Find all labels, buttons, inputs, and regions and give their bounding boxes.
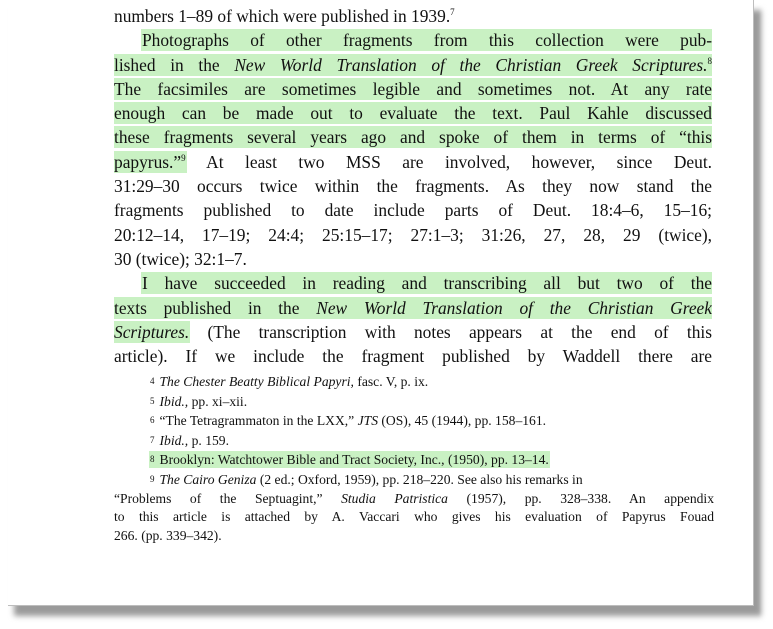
text-line xyxy=(114,150,712,174)
highlighted-text: these fragments several years ago and spoke of them in terms of “this xyxy=(114,127,712,148)
highlighted-text: Photographs of other fragments from this collection were pub- xyxy=(142,30,712,51)
text-line: 30 (twice); 32:1–7. xyxy=(114,248,247,269)
footnote-9 xyxy=(114,470,714,490)
text-line: fragments published to date include parts of Deut. 18:4–6, 15–16; xyxy=(114,200,712,221)
torn-edge xyxy=(759,0,773,629)
italic-title: The Cairo Geniza xyxy=(159,471,257,487)
text-span: pp. xi–xii. xyxy=(188,393,248,409)
text-line xyxy=(114,101,712,125)
text-line: 31:29–30 occurs twice within the fragments. As they now stand the xyxy=(114,176,712,197)
italic-title: Studia Patristica xyxy=(341,490,448,506)
text-line xyxy=(114,125,712,149)
highlighted-text: The facsimiles are sometimes legible and sometimes not. At any rate xyxy=(114,78,712,99)
text-span: At least two MSS are involved, however, since Deut. xyxy=(185,151,712,172)
text-line xyxy=(114,320,712,344)
text-span: (1957), pp. 328–338. An appendix xyxy=(447,490,714,506)
highlighted-text: I have succeeded in reading and transcribing all but two of the xyxy=(142,273,712,294)
text-span: (The transcription with notes appears at the end of this xyxy=(189,321,712,342)
text-span: papyrus.” xyxy=(114,151,182,172)
document-page xyxy=(8,0,754,606)
text-span: (2 ed.; Oxford, 1959), pp. 218–220. See also his remarks in xyxy=(256,471,583,487)
text-span: (OS), 45 (1944), pp. 158–161. xyxy=(378,413,547,429)
highlighted-text xyxy=(114,298,712,318)
text-line xyxy=(114,4,712,28)
footnote-5 xyxy=(114,392,714,412)
text-line xyxy=(114,53,712,77)
italic-title: Ibid., xyxy=(159,432,189,448)
italic-title: The Chester Beatty Biblical Papyri, xyxy=(159,374,354,389)
footnote-9-cont xyxy=(114,490,714,509)
footnote-7 xyxy=(114,431,714,451)
text-line xyxy=(114,77,712,101)
text-span: fasc. V, p. ix. xyxy=(353,374,429,389)
footnote-ref[interactable]: 7 xyxy=(450,7,455,17)
footnote-6 xyxy=(114,411,714,431)
highlighted-text: enough can be made out to evaluate the text. Paul Kahle discussed xyxy=(114,103,712,124)
text-line xyxy=(114,271,712,295)
footnote-number: 4 xyxy=(150,376,155,386)
footnotes xyxy=(114,372,714,545)
footnote-8 xyxy=(114,450,714,470)
highlighted-text xyxy=(150,452,549,467)
text-span: lished in the xyxy=(114,54,235,75)
italic-title: Ibid., xyxy=(159,393,189,409)
footnote-ref[interactable]: 8 xyxy=(707,55,712,66)
text-line xyxy=(114,28,712,52)
text-line xyxy=(114,296,712,320)
text-line: 20:12–14, 17–19; 24:4; 25:15–17; 27:1–3; 31:26, 27, 28, 29 (twice), xyxy=(114,224,712,245)
footnote-number: 5 xyxy=(150,395,155,406)
italic-title: JTS xyxy=(357,413,378,429)
body-text xyxy=(114,4,712,368)
text-line: article). If we include the fragment published by Waddell there are xyxy=(114,346,712,367)
footnote-ref[interactable]: 9 xyxy=(181,152,186,163)
footnote-number: 7 xyxy=(150,434,155,445)
text-span: texts published in the xyxy=(114,297,317,318)
footnote-number: 8 xyxy=(150,454,155,465)
text-span: numbers 1–89 of which were published in 1939. xyxy=(114,6,451,26)
highlighted-text xyxy=(114,152,186,172)
footnote-number: 6 xyxy=(150,415,155,426)
highlighted-text: Scriptures. xyxy=(114,321,190,342)
italic-title: New World Translation of the Christian Greek xyxy=(316,297,712,318)
text-span: p. 159. xyxy=(188,432,229,448)
text-span: “The Tetragrammaton in the LXX,” xyxy=(159,413,358,429)
text-span: “Problems of the Septuagint,” xyxy=(114,490,342,506)
italic-title: New World Translation of the Christian Greek Scriptures. xyxy=(234,54,708,75)
highlighted-text xyxy=(114,55,712,75)
footnote-9-cont: to this article is attached by A. Vaccari who gives his evaluation of Papyrus Fouad xyxy=(114,509,714,525)
footnote-number: 9 xyxy=(150,473,155,484)
footnote-9-cont: 266. (pp. 339–342). xyxy=(114,527,222,543)
text-span: Brooklyn: Watchtower Bible and Tract Society, Inc., (1950), pp. 13–14. xyxy=(159,452,549,468)
footnote-4 xyxy=(114,372,714,392)
